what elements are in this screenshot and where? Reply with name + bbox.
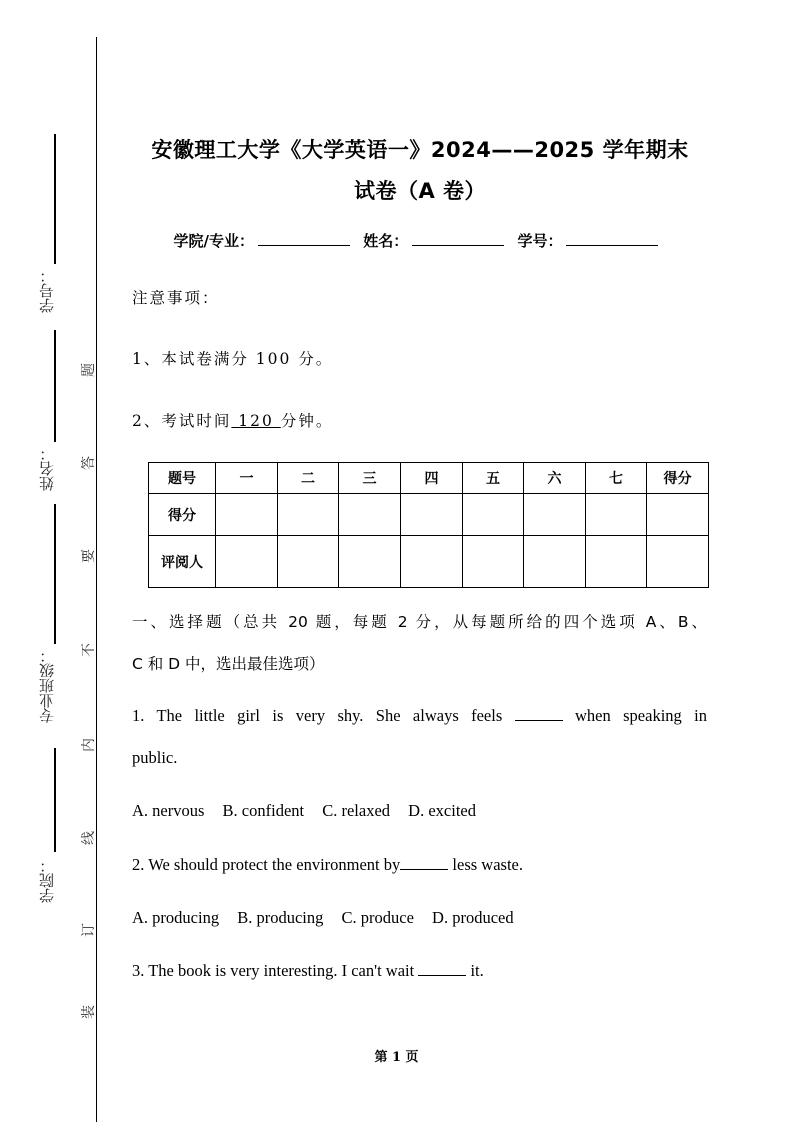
question-1-stem-cont: public. bbox=[132, 748, 178, 767]
student-id-label: 学号： bbox=[517, 232, 563, 250]
option-a[interactable]: A. nervous bbox=[132, 801, 205, 820]
section-heading-line2: C 和 D 中，选出最佳选项） bbox=[132, 655, 325, 673]
answer-blank[interactable] bbox=[418, 963, 466, 976]
margin-line-segment bbox=[54, 134, 56, 264]
score-table bbox=[148, 462, 709, 588]
header-cell: 五 bbox=[463, 463, 524, 494]
header-cell: 题号 bbox=[149, 463, 216, 494]
grader-cell[interactable] bbox=[647, 536, 709, 588]
header-cell: 三 bbox=[339, 463, 401, 494]
header-cell: 七 bbox=[586, 463, 647, 494]
answer-blank[interactable] bbox=[515, 708, 563, 721]
notes-heading: 注意事项： bbox=[132, 289, 220, 307]
seal-char: 要 bbox=[81, 549, 97, 563]
header-cell: 得分 bbox=[647, 463, 709, 494]
grader-cell[interactable] bbox=[463, 536, 524, 588]
question-2-stem: 2. We should protect the environment by less waste. bbox=[132, 855, 523, 874]
option-b[interactable]: B. producing bbox=[237, 908, 324, 927]
option-d[interactable]: D. excited bbox=[408, 801, 476, 820]
score-cell[interactable] bbox=[586, 494, 647, 536]
college-field[interactable] bbox=[258, 233, 350, 246]
row-label: 得分 bbox=[149, 494, 216, 536]
grader-cell[interactable] bbox=[339, 536, 401, 588]
margin-label-student-id: 学号： bbox=[38, 268, 56, 313]
seal-char: 线 bbox=[81, 831, 97, 845]
grader-cell[interactable] bbox=[401, 536, 463, 588]
option-b[interactable]: B. confident bbox=[222, 801, 305, 820]
seal-char: 订 bbox=[81, 923, 97, 937]
name-field[interactable] bbox=[412, 233, 504, 246]
option-a[interactable]: A. producing bbox=[132, 908, 220, 927]
table-row bbox=[149, 536, 709, 588]
exam-title-line1: 安徽理工大学《大学英语一》2024——2025 学年期末 bbox=[151, 138, 689, 162]
margin-label-college: 学院： bbox=[38, 858, 56, 903]
row-label: 评阅人 bbox=[149, 536, 216, 588]
note-item-2: 2、考试时间 120 分钟。 bbox=[132, 412, 334, 430]
score-cell[interactable] bbox=[216, 494, 278, 536]
name-label: 姓名： bbox=[363, 232, 409, 250]
score-cell[interactable] bbox=[524, 494, 586, 536]
question-1-options bbox=[132, 801, 707, 821]
college-label: 学院/专业： bbox=[173, 232, 254, 250]
student-id-field[interactable] bbox=[566, 233, 658, 246]
table-row bbox=[149, 494, 709, 536]
margin-label-class: 专业班级： bbox=[38, 648, 56, 723]
grader-cell[interactable] bbox=[524, 536, 586, 588]
grader-cell[interactable] bbox=[586, 536, 647, 588]
answer-blank[interactable] bbox=[400, 857, 448, 870]
header-cell: 二 bbox=[278, 463, 339, 494]
option-d[interactable]: D. produced bbox=[432, 908, 514, 927]
header-cell: 六 bbox=[524, 463, 586, 494]
score-table-header bbox=[149, 463, 709, 494]
margin-line-segment bbox=[54, 504, 56, 644]
margin-line-segment bbox=[54, 330, 56, 442]
option-c[interactable]: C. produce bbox=[341, 908, 414, 927]
score-cell[interactable] bbox=[463, 494, 524, 536]
margin-line-segment bbox=[54, 748, 56, 852]
seal-char: 不 bbox=[81, 643, 97, 657]
header-cell: 一 bbox=[216, 463, 278, 494]
page-number: 第 1 页 bbox=[374, 1050, 419, 1065]
question-1-stem: 1. The little girl is very shy. She always feels when speaking in bbox=[132, 706, 707, 725]
question-2-options bbox=[132, 908, 707, 928]
margin-label-name: 姓名： bbox=[38, 446, 56, 491]
exam-title-line2: 试卷（A 卷） bbox=[353, 179, 487, 203]
seal-char: 答 bbox=[81, 456, 97, 470]
score-cell[interactable] bbox=[278, 494, 339, 536]
score-cell[interactable] bbox=[401, 494, 463, 536]
exam-duration-value: 120 bbox=[231, 412, 281, 430]
header-cell: 四 bbox=[401, 463, 463, 494]
binding-main-line bbox=[96, 37, 98, 1122]
student-info-row bbox=[120, 230, 720, 251]
grader-cell[interactable] bbox=[216, 536, 278, 588]
score-cell[interactable] bbox=[647, 494, 709, 536]
seal-char: 题 bbox=[81, 363, 97, 377]
note-item-1: 1、本试卷满分 100 分。 bbox=[132, 350, 334, 368]
question-3-stem: 3. The book is very interesting. I can't wait it. bbox=[132, 961, 484, 980]
grader-cell[interactable] bbox=[278, 536, 339, 588]
seal-char: 装 bbox=[81, 1005, 97, 1019]
section-heading-line1: 一、选择题（总共 20 题，每题 2 分，从每题所给的四个选项 A、B、 bbox=[132, 613, 707, 631]
score-cell[interactable] bbox=[339, 494, 401, 536]
option-c[interactable]: C. relaxed bbox=[322, 801, 391, 820]
seal-char: 内 bbox=[81, 738, 97, 752]
